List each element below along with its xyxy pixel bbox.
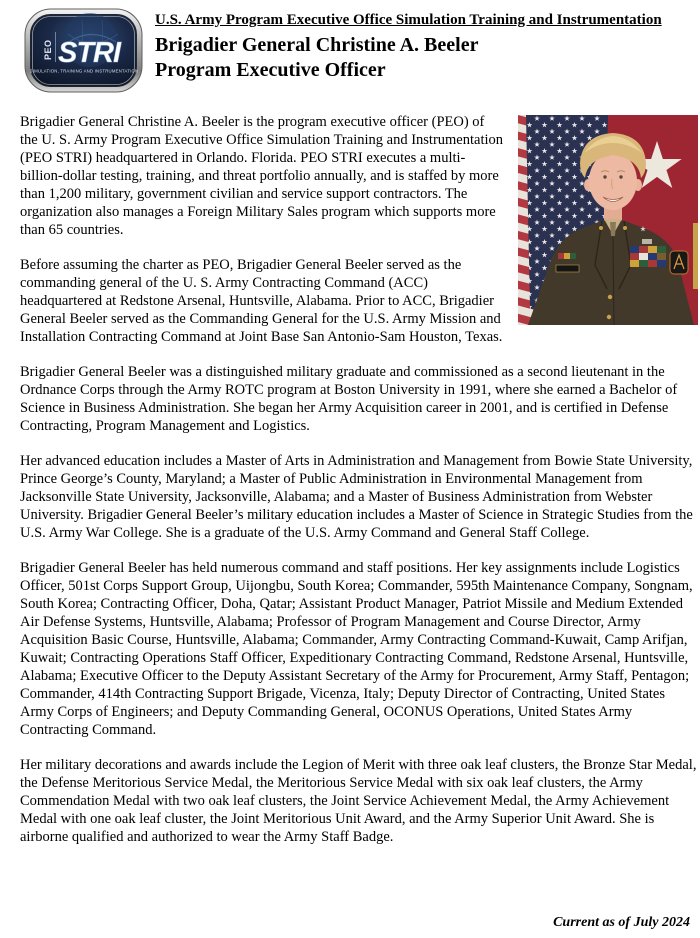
bio-paragraph: Her military decorations and awards include the Legion of Merit with three oak leaf clusters, the Bronze Star Medal, the Defense Meritorious Service Medal, the Meritorious Service Medal with six oak leaf clusters, the Army Commendation Medal with two oak leaf clusters, the Joint Service Achievement Medal, the Army Achievement Medal with one oak leaf cluster, the Joint Meritorious Unit Award, and the Army Superior Unit Award. She is airborne qualified and authorized to wear the Army Staff Badge. (20, 757, 697, 845)
biography-body (20, 113, 698, 863)
officer-name: Brigadier General Christine A. Beeler (155, 33, 479, 56)
officer-title: Program Executive Officer (155, 58, 386, 81)
name-plate (556, 265, 579, 272)
bio-paragraph: Before assuming the charter as PEO, Brigadier General Beeler served as the commanding general of the U. S. Army Contracting Command (ACC) headquartered at Redstone Arsenal, Huntsville, Alabama. Prior to ACC, Brigadier General Beeler served as the Commanding General for the U.S. Army Mission and Installation Contracting Command at Joint Base San Antonio-Sam Houston, Texas. (20, 257, 503, 345)
logo-tagline: SIMULATION, TRAINING AND INSTRUMENTATION (29, 68, 139, 74)
flag-fringe (693, 223, 698, 289)
shoulder-patch (670, 251, 688, 274)
official-portrait (518, 115, 698, 325)
header-text-block (155, 8, 662, 93)
logo-stri-text: STRI (58, 37, 121, 69)
bio-paragraph: Her advanced education includes a Master of Arts in Administration and Management from Bowie State University, Prince George’s County, Maryland; a Master of Public Administration in Environmental Management from Jacksonville State University, Jacksonville, Alabama; and a Master of Business Administration from Webster University. Brigadier General Beeler’s military education includes a Master of Science in Strategic Studies from the U.S. Army War College. She is a graduate of the U.S. Army Command and General Staff College. (20, 453, 693, 541)
peo-stri-logo (24, 8, 143, 93)
bio-paragraph: Brigadier General Beeler was a distinguished military graduate and commissioned as a second lieutenant in the Ordnance Corps through the Army ROTC program at Boston University in 1991, where she earned a Bachelor of Science in Business Administration. She began her Army Acquisition career in 2001, and is certified in Defense Contracting, Program Management and Logistics. (20, 364, 678, 434)
bio-paragraph: Brigadier General Beeler has held numerous command and staff positions. Her key assignments include Logistics Officer, 501st Corps Support Group, Uijongbu, South Korea; Commander, 595th Maintenance Company, Songnam, South Korea; Contracting Officer, Doha, Qatar; Assistant Product Manager, Patriot Missile and Medium Extended Air Defense Systems, Huntsville, Alabama; Professor of Program Management and Course Director, Army Acquisition Basic Course, Huntsville, Alabama; Commander, Army Contracting Command-Kuwait, Camp Arifjan, Kuwait; Contracting Operations Staff Officer, Expeditionary Contracting Command, Redstone Arsenal, Huntsville, Alabama; Executive Officer to the Deputy Assistant Secretary of the Army for Procurement, Army Staff, Pentagon; Commander, 414th Contracting Support Brigade, Vicenza, Italy; Deputy Director of Contracting, United States Army Corps of Engineers; and Deputy Commanding General, OCONUS Operations, United States Army Contracting Command. (20, 560, 693, 738)
bio-paragraph: Brigadier General Christine A. Beeler is the program executive officer (PEO) of the U. S. Army Program Executive Office Simulation Training and Instrumentation (PEO STRI) headquartered in Orlando. Florida. PEO STRI executes a multi-billion-dollar testing, training, and threat portfolio annually, and is staffed by more than 1,200 military, government civilian and service support contractors. The organization also manages a Foreign Military Sales program which supports more than 65 countries. (20, 114, 504, 238)
org-title: U.S. Army Program Executive Office Simulation Training and Instrumentation (155, 12, 662, 28)
current-as-of-note: Current as of July 2024 (553, 915, 690, 930)
unit-awards (558, 253, 576, 259)
logo-peo-text: PEO (43, 39, 53, 60)
masthead (24, 8, 696, 93)
